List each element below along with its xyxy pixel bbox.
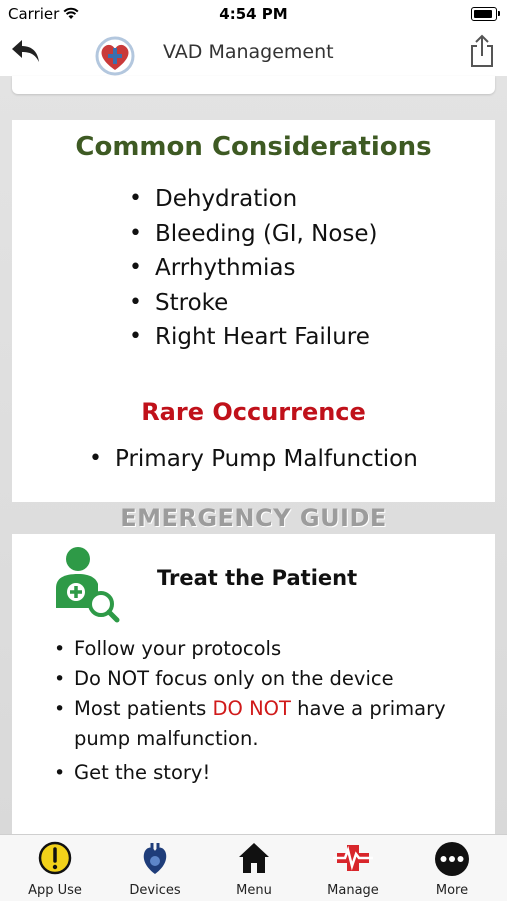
navigation-bar (0, 28, 507, 76)
tab-label: Menu (236, 883, 272, 898)
list-item-mixed (74, 694, 494, 754)
do-not-highlight: DO NOT (212, 697, 291, 720)
tab-label: Devices (129, 883, 181, 898)
tab-label: More (435, 883, 469, 898)
battery-tip (498, 11, 500, 16)
list-item: • Right Heart Failure (155, 320, 378, 355)
previous-card-edge (12, 76, 495, 94)
list-item: • Follow your protocols (74, 634, 494, 664)
rare-occurrence-list (115, 446, 418, 472)
tab-label: Manage (327, 883, 379, 898)
list-item: • Do NOT focus only on the device (74, 664, 494, 694)
treat-patient-heading: Treat the Patient (157, 566, 358, 590)
more-dots-icon (434, 841, 470, 877)
list-item: • Primary Pump Malfunction (115, 446, 418, 472)
common-considerations-list (155, 182, 378, 355)
tab-app-use[interactable] (5, 835, 105, 901)
heart-device-icon (140, 841, 170, 877)
tab-bar (0, 834, 507, 901)
tab-menu[interactable] (204, 835, 304, 901)
share-icon[interactable] (469, 34, 495, 68)
tab-manage[interactable] (303, 835, 403, 901)
tab-more[interactable] (402, 835, 502, 901)
content-scroll-area[interactable] (0, 76, 507, 834)
treat-patient-card (12, 534, 495, 854)
common-considerations-heading: Common Considerations (75, 132, 432, 162)
emergency-guide-label: EMERGENCY GUIDE (120, 504, 387, 532)
list-item: • Get the story! (74, 758, 494, 788)
home-icon (237, 841, 271, 875)
list-item: • Stroke (155, 286, 378, 321)
mixed-post-text: have a primary pump malfunction. (74, 697, 446, 750)
mixed-pre-text: Most patients (74, 697, 213, 720)
tab-label: App Use (28, 883, 82, 898)
battery-icon (471, 7, 497, 21)
status-bar (0, 0, 507, 28)
clock: 4:54 PM (219, 5, 288, 23)
list-item: • Dehydration (155, 182, 378, 217)
patient-search-icon (54, 546, 120, 626)
list-item: • Bleeding (GI, Nose) (155, 217, 378, 252)
exclamation-circle-icon (38, 841, 72, 875)
tab-devices[interactable] (105, 835, 205, 901)
considerations-card (12, 120, 495, 502)
back-arrow-icon[interactable] (10, 38, 42, 64)
ecg-cross-icon (333, 841, 373, 875)
list-item: • Arrhythmias (155, 251, 378, 286)
vad-logo-icon (93, 36, 137, 76)
treat-patient-list (74, 634, 494, 788)
rare-occurrence-heading: Rare Occurrence (141, 398, 366, 426)
carrier-label: Carrier (8, 5, 60, 23)
page-title: VAD Management (163, 41, 334, 63)
